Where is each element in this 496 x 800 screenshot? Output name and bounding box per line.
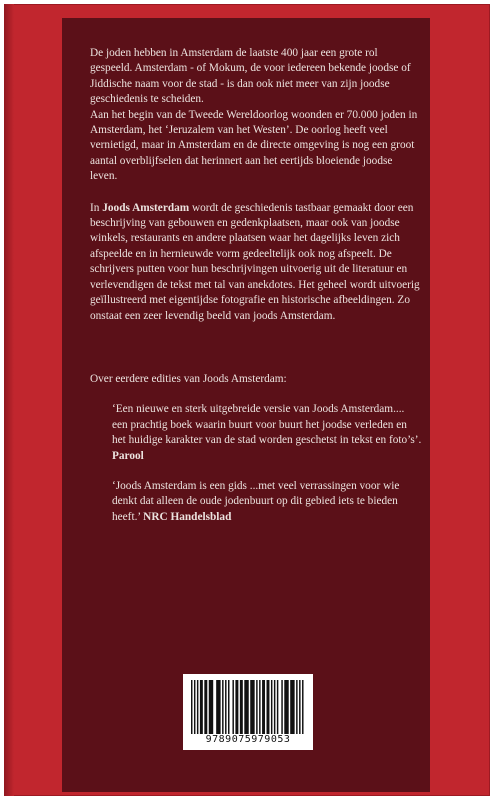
barcode-bar	[284, 680, 288, 734]
barcode	[183, 674, 313, 750]
intro-paragraph-1: De joden hebben in Amsterdam de laatste 400 jaar een grote rol gespeeld. Amsterdam - of Mokum, de voor iedereen bekende joodse of Jiddische naam voor de stad - is dan ook niet meer van zijn joodse geschiedenis te scheiden.	[90, 47, 411, 106]
barcode-bar	[194, 680, 195, 734]
barcode-number: 9789075979053	[205, 734, 291, 745]
review-quote	[90, 402, 422, 464]
barcode-bar	[232, 680, 233, 734]
intro-paragraph-2: Aan het begin van de Tweede Wereldoorlog woonden er 70.000 joden in Amsterdam, het ‘Jeruzalem van het Westen’. De oorlog heeft veel vernietigd, maar in Amsterdam en de directe omgeving is nog een groot aantal overblijfselen dat herinnert aan het eertijds bloeiende joodse leven.	[90, 108, 418, 183]
review-source: Parool	[112, 449, 144, 462]
barcode-bar	[225, 680, 226, 734]
barcode-bar	[204, 680, 207, 734]
barcode-bar	[244, 680, 248, 734]
review-quote	[90, 479, 422, 525]
barcode-bars	[189, 680, 307, 734]
description-prefix: In	[90, 201, 103, 214]
barcode-bar	[209, 680, 213, 734]
barcode-bar	[267, 680, 270, 734]
barcode-bar	[290, 680, 294, 734]
barcode-bar	[281, 680, 282, 734]
review-text: ‘Joods Amsterdam is een gids ...met veel verrassingen voor wie denkt dat alleen de oude jodenbuurt op dit gebied iets te bieden heeft.’	[112, 479, 400, 523]
barcode-bar	[191, 680, 192, 734]
book-title: Joods Amsterdam	[102, 201, 190, 214]
barcode-bar	[262, 680, 265, 734]
barcode-bar	[250, 680, 254, 734]
barcode-bar	[256, 680, 257, 734]
barcode-bar	[296, 680, 297, 734]
barcode-bar	[271, 680, 272, 734]
barcode-bar	[235, 680, 238, 734]
barcode-bar	[228, 680, 229, 734]
cover-spine-edge	[4, 4, 14, 796]
barcode-bar	[277, 680, 278, 734]
description-body: wordt de geschiedenis tastbaar gemaakt door een beschrijving van gebouwen en gedenkplaatsen, maar ook van joodse winkels, restaurants en andere plaatsen waar het dagelijks leven zich afspeelde en in hernieuwde vorm gedeeltelijk ook nog afspeelt. De schrijvers putten voor hun beschrijvingen uitvoerig uit de literatuur en verlevendigen de tekst met tal van anekdotes. Het geheel wordt uitvoerig geïllustreerd met eigentijdse fotografie en historische afbeeldingen. Zo onstaat een zeer levendig beeld van joods Amsterdam.	[90, 201, 420, 322]
review-source: NRC Handelsblad	[143, 510, 232, 523]
barcode-bar	[240, 680, 243, 734]
barcode-bar	[259, 680, 260, 734]
review-text: ‘Een nieuwe en sterk uitgebreide versie van Joods Amsterdam.... een prachtig boek waarin buurt voor buurt het joodse verleden en het huidige karakter van de stad worden geschetst in tekst en foto’s’.	[112, 403, 422, 447]
barcode-bar	[200, 680, 203, 734]
barcode-bar	[216, 680, 220, 734]
cover-text	[90, 46, 422, 525]
description-paragraph	[90, 201, 422, 324]
barcode-bar	[274, 680, 275, 734]
barcode-bar	[197, 680, 198, 734]
reviews-heading: Over eerdere edities van Joods Amsterdam:	[90, 372, 287, 385]
barcode-bar	[302, 680, 303, 734]
barcode-bar	[299, 680, 300, 734]
barcode-bar	[222, 680, 223, 734]
